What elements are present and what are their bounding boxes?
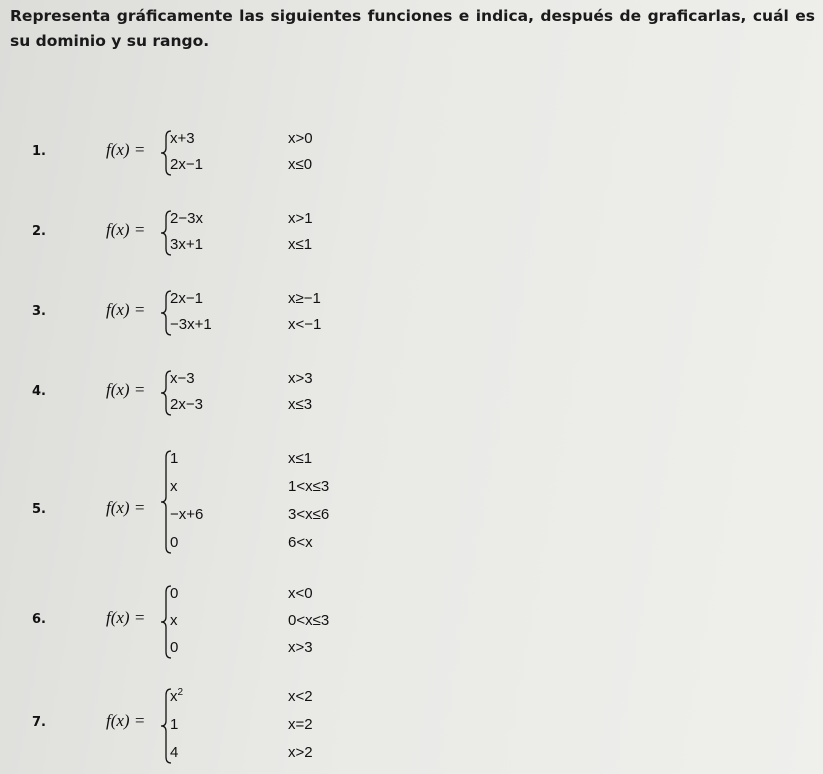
case-expression: −3x+1 <box>170 316 212 333</box>
case-condition: x<0 <box>288 585 313 602</box>
case-condition: x>0 <box>288 130 313 147</box>
function-lhs: f(x) = <box>106 220 146 239</box>
case-expression: 0 <box>170 534 179 551</box>
case-expression: 4 <box>170 744 179 761</box>
function-lhs: f(x) = <box>106 140 146 159</box>
case-condition: 3<x≤6 <box>288 506 330 523</box>
case-expression: 3x+1 <box>170 236 203 253</box>
case-expression: 2x−3 <box>170 396 203 413</box>
case-expression: 2x−1 <box>170 156 203 173</box>
case-condition: x<2 <box>288 688 313 705</box>
case-condition: x≥−1 <box>288 290 321 307</box>
function-lhs: f(x) = <box>106 498 146 517</box>
case-condition: x>1 <box>288 210 313 227</box>
problem-number: 4. <box>32 384 46 399</box>
case-expression: 1 <box>170 716 179 733</box>
case-condition: x>3 <box>288 639 313 656</box>
function-lhs: f(x) = <box>106 711 146 730</box>
case-expression: −x+6 <box>170 506 204 523</box>
case-expression: x+3 <box>170 130 195 147</box>
problem-number: 2. <box>32 224 46 239</box>
case-condition: x>3 <box>288 370 313 387</box>
case-condition: x≤3 <box>288 396 313 413</box>
problem-number: 7. <box>32 715 46 730</box>
case-expression: x <box>170 612 178 629</box>
function-lhs: f(x) = <box>106 608 146 627</box>
instruction-text: Representa gráficamente las siguientes funciones e indica, después de graficarlas, cuál es su dominio y su rango. <box>10 7 815 50</box>
case-condition: x<−1 <box>288 316 322 333</box>
case-condition: 1<x≤3 <box>288 478 330 495</box>
case-expression: 0 <box>170 585 179 602</box>
function-lhs: f(x) = <box>106 300 146 319</box>
case-condition: x>2 <box>288 744 313 761</box>
case-condition: 6<x <box>288 534 313 551</box>
case-expression: x <box>170 478 178 495</box>
case-condition: 0<x≤3 <box>288 612 330 629</box>
case-condition: x≤0 <box>288 156 313 173</box>
problem-number: 6. <box>32 612 46 627</box>
case-expression: $x^2$ <box>170 687 184 705</box>
case-expression: x−3 <box>170 370 195 387</box>
case-condition: x≤1 <box>288 450 313 467</box>
case-expression: 2−3x <box>170 210 203 227</box>
function-lhs: f(x) = <box>106 380 146 399</box>
case-expression: 0 <box>170 639 179 656</box>
problem-number: 1. <box>32 144 46 159</box>
exponent: 2 <box>177 687 184 698</box>
problem-number: 3. <box>32 304 46 319</box>
case-expression: 2x−1 <box>170 290 203 307</box>
case-condition: x≤1 <box>288 236 313 253</box>
case-condition: x=2 <box>288 716 313 733</box>
case-expression: 1 <box>170 450 179 467</box>
problem-number: 5. <box>32 502 46 517</box>
